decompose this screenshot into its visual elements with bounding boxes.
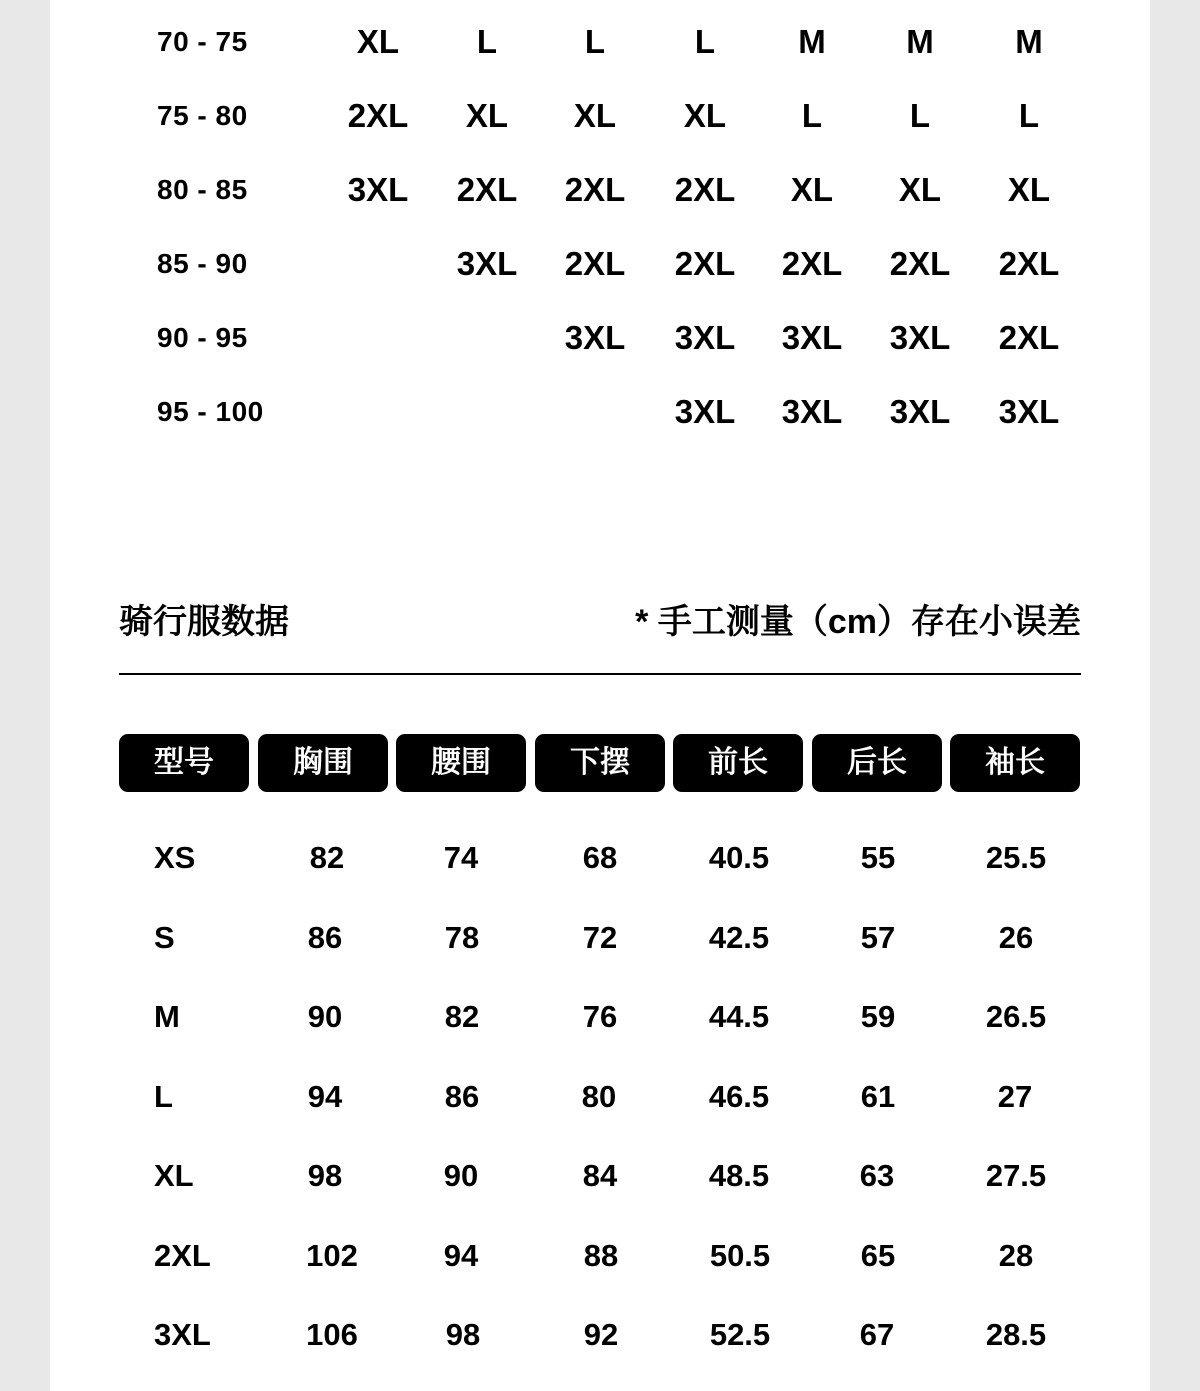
chest-value: 86: [307, 920, 343, 955]
size-label: 2XL: [154, 1238, 211, 1273]
recommendation-row: [50, 227, 1150, 301]
recommended-size: 3XL: [347, 171, 409, 208]
size-label: M: [154, 999, 180, 1034]
header-front-length: 前长: [673, 734, 803, 792]
waist-value: 82: [444, 999, 480, 1034]
recommendation-row: [50, 79, 1150, 153]
back-length-value: 57: [860, 920, 896, 955]
waist-value: 94: [443, 1238, 479, 1273]
recommended-size: [437, 301, 537, 375]
back-length-value: 65: [860, 1238, 896, 1273]
recommended-size: 2XL: [456, 171, 518, 208]
size-label: XL: [154, 1158, 194, 1193]
waist-value: 86: [444, 1079, 480, 1114]
recommended-size: 3XL: [781, 393, 843, 430]
header-chest: 胸围: [258, 734, 388, 792]
recommended-size: 2XL: [674, 171, 736, 208]
recommended-size: L: [1018, 97, 1040, 134]
section-title: 骑行服数据: [119, 603, 289, 641]
sleeve-length-value: 28.5: [985, 1317, 1047, 1352]
back-length-value: 55: [860, 840, 896, 875]
recommendation-row: [50, 153, 1150, 227]
chest-value: 106: [306, 1317, 358, 1352]
size-label: 3XL: [154, 1317, 211, 1352]
recommended-size: 3XL: [564, 319, 626, 356]
recommended-size: XL: [356, 23, 400, 60]
recommended-size: XL: [683, 97, 727, 134]
weight-range: 85 - 90: [157, 248, 248, 279]
sleeve-length-value: 25.5: [985, 840, 1047, 875]
back-length-value: 63: [859, 1158, 895, 1193]
waist-value: 74: [443, 840, 479, 875]
weight-range: 80 - 85: [157, 174, 248, 205]
recommended-size: L: [694, 23, 716, 60]
recommended-size: [328, 375, 428, 449]
hem-value: 80: [581, 1079, 617, 1114]
hem-value: 88: [583, 1238, 619, 1273]
sleeve-length-value: 26: [998, 920, 1034, 955]
recommended-size: 2XL: [781, 245, 843, 282]
recommended-size: [437, 375, 537, 449]
sleeve-length-value: 26.5: [985, 999, 1047, 1034]
recommended-size: L: [476, 23, 498, 60]
header-waist: 腰围: [396, 734, 526, 792]
recommended-size: 2XL: [674, 245, 736, 282]
waist-value: 78: [444, 920, 480, 955]
recommended-size: XL: [1007, 171, 1051, 208]
hem-value: 76: [582, 999, 618, 1034]
header-model: 型号: [119, 734, 249, 792]
front-length-value: 44.5: [708, 999, 770, 1034]
recommendation-row: [50, 375, 1150, 449]
sleeve-length-value: 28: [998, 1238, 1034, 1273]
recommended-size: 3XL: [781, 319, 843, 356]
table-row: [50, 1216, 1150, 1295]
chest-value: 98: [307, 1158, 343, 1193]
recommendation-row: [50, 301, 1150, 375]
back-length-value: 67: [859, 1317, 895, 1352]
waist-value: 98: [445, 1317, 481, 1352]
recommended-size: 3XL: [889, 319, 951, 356]
recommended-size: 2XL: [998, 319, 1060, 356]
sleeve-length-value: 27: [997, 1079, 1033, 1114]
section-divider: [119, 673, 1081, 675]
hem-value: 84: [582, 1158, 618, 1193]
front-length-value: 50.5: [709, 1238, 771, 1273]
recommended-size: [328, 227, 428, 301]
recommended-size: XL: [573, 97, 617, 134]
size-label: S: [154, 920, 175, 955]
table-row: [50, 818, 1150, 897]
header-hem: 下摆: [535, 734, 665, 792]
hem-value: 72: [582, 920, 618, 955]
size-label: L: [154, 1079, 173, 1114]
recommended-size: 2XL: [889, 245, 951, 282]
size-chart-page: [50, 0, 1150, 1391]
weight-range: 75 - 80: [157, 100, 248, 131]
recommended-size: 2XL: [998, 245, 1060, 282]
recommended-size: M: [798, 23, 826, 60]
weight-range: 90 - 95: [157, 322, 248, 353]
chest-value: 102: [306, 1238, 358, 1273]
recommended-size: L: [584, 23, 606, 60]
chest-value: 94: [307, 1079, 343, 1114]
hem-value: 68: [582, 840, 618, 875]
table-row: [50, 1057, 1150, 1136]
recommended-size: 3XL: [998, 393, 1060, 430]
recommended-size: 2XL: [564, 171, 626, 208]
sleeve-length-value: 27.5: [985, 1158, 1047, 1193]
size-label: XS: [154, 840, 196, 875]
hem-value: 92: [583, 1317, 619, 1352]
recommended-size: 3XL: [674, 393, 736, 430]
front-length-value: 52.5: [709, 1317, 771, 1352]
weight-range: 70 - 75: [157, 26, 248, 57]
recommended-size: 3XL: [889, 393, 951, 430]
weight-range: 95 - 100: [157, 396, 264, 427]
recommended-size: M: [1015, 23, 1043, 60]
table-row: [50, 1295, 1150, 1374]
recommended-size: L: [909, 97, 931, 134]
table-row: [50, 977, 1150, 1056]
back-length-value: 59: [860, 999, 896, 1034]
back-length-value: 61: [860, 1079, 896, 1114]
recommended-size: 2XL: [347, 97, 409, 134]
header-sleeve-length: 袖长: [950, 734, 1080, 792]
measurement-note: * 手工测量（cm）存在小误差: [635, 603, 1081, 641]
recommended-size: M: [906, 23, 934, 60]
front-length-value: 42.5: [708, 920, 770, 955]
front-length-value: 40.5: [708, 840, 770, 875]
recommended-size: [328, 301, 428, 375]
recommended-size: 3XL: [456, 245, 518, 282]
table-row: [50, 898, 1150, 977]
recommended-size: XL: [790, 171, 834, 208]
front-length-value: 48.5: [708, 1158, 770, 1193]
chest-value: 82: [309, 840, 345, 875]
recommended-size: 3XL: [674, 319, 736, 356]
waist-value: 90: [443, 1158, 479, 1193]
recommended-size: [545, 375, 645, 449]
recommended-size: L: [801, 97, 823, 134]
recommended-size: 2XL: [564, 245, 626, 282]
chest-value: 90: [307, 999, 343, 1034]
front-length-value: 46.5: [708, 1079, 770, 1114]
header-back-length: 后长: [812, 734, 942, 792]
recommended-size: XL: [465, 97, 509, 134]
table-row: [50, 1136, 1150, 1215]
recommended-size: XL: [898, 171, 942, 208]
recommendation-row: [50, 5, 1150, 79]
